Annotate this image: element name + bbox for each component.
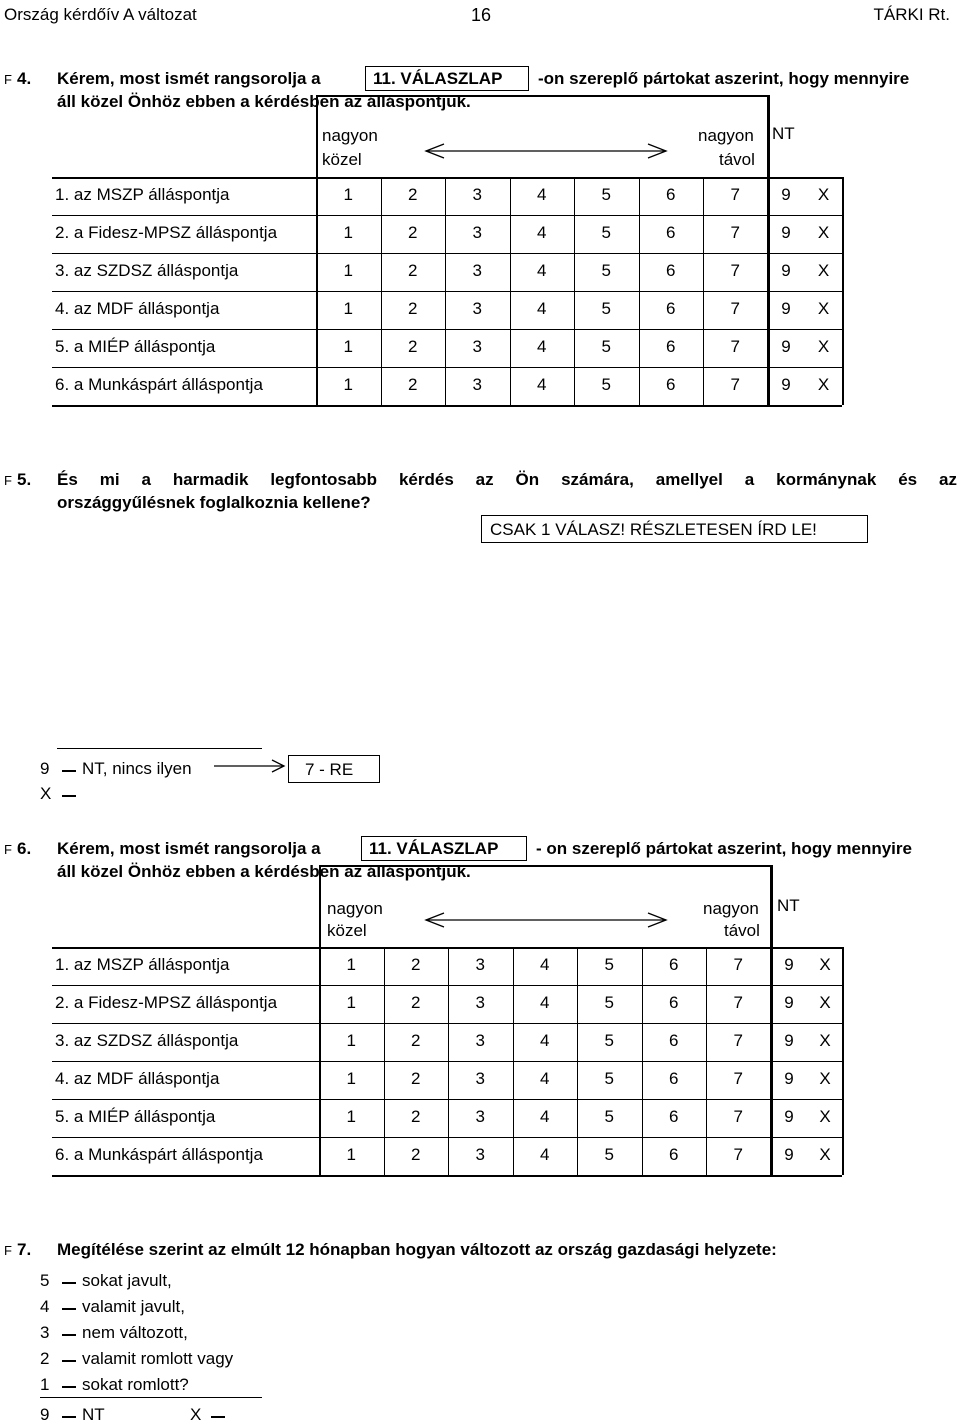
q7-option-code: 2 xyxy=(40,1349,50,1368)
q6-scale-value: 3 xyxy=(475,1031,485,1050)
q4-code-nt: 9 xyxy=(781,299,791,318)
q4-code-x: X xyxy=(817,261,830,280)
q6-scale-value: 4 xyxy=(540,1031,550,1050)
q7-option-dash xyxy=(62,1308,76,1310)
q6-scale-value: 3 xyxy=(475,1145,485,1164)
q6-vrule xyxy=(706,947,707,1175)
q4-scale-value: 2 xyxy=(408,261,418,280)
q5-text-line1: És mi a harmadik legfontosabb kérdés az Ön számára, amellyel a kormánynak és az xyxy=(57,470,957,489)
q4-hrule xyxy=(52,291,842,292)
q4-scale-value: 2 xyxy=(408,299,418,318)
q4-scale-value: 3 xyxy=(472,223,482,242)
q6-text-after: - on szereplő pártokat aszerint, hogy mennyire xyxy=(536,839,912,858)
q6-vrule xyxy=(513,947,514,1175)
q5-codes-rule xyxy=(57,748,262,749)
q6-number: 6. xyxy=(17,839,32,858)
q6-code-nt: 9 xyxy=(784,993,794,1012)
q6-scale-value: 7 xyxy=(733,1145,743,1164)
q6-hrule xyxy=(52,1099,842,1100)
q7-option-dash xyxy=(62,1360,76,1362)
q6-code-nt: 9 xyxy=(784,1069,794,1088)
q4-row-label: 2. a Fidesz-MPSZ álláspontja xyxy=(55,223,278,242)
q4-scale-value: 4 xyxy=(537,185,547,204)
q6-scale-value: 1 xyxy=(346,1031,356,1050)
q4-scale-value: 2 xyxy=(408,185,418,204)
q4-scale-value: 4 xyxy=(537,261,547,280)
q6-row-label: 5. a MIÉP álláspontja xyxy=(55,1107,216,1126)
q6-code-x: X xyxy=(819,1069,831,1088)
q6-scale-value: 7 xyxy=(733,955,743,974)
q4-scale-value: 6 xyxy=(666,223,676,242)
q6-hrule xyxy=(52,1061,842,1062)
q6-hrule xyxy=(52,1175,842,1177)
q4-vrule xyxy=(316,95,318,405)
q6-scale-value: 2 xyxy=(411,993,421,1012)
header-right: TÁRKI Rt. xyxy=(873,5,950,24)
q4-scale-value: 7 xyxy=(730,337,740,356)
q4-label: F xyxy=(4,72,12,87)
q6-scale-value: 3 xyxy=(475,993,485,1012)
q5-code-x: X xyxy=(40,784,52,803)
q6-vrule xyxy=(842,947,844,1175)
q6-scale-value: 1 xyxy=(346,1107,356,1126)
q7-code-x: X xyxy=(190,1405,202,1424)
q4-row-label: 5. a MIÉP álláspontja xyxy=(55,337,216,356)
q6-scale-value: 2 xyxy=(411,955,421,974)
q6-text-before: Kérem, most ismét rangsorolja a xyxy=(57,839,321,858)
q6-card: 11. VÁLASZLAP xyxy=(369,839,499,858)
q5-instruction: CSAK 1 VÁLASZ! RÉSZLETESEN ÍRD LE! xyxy=(490,520,817,539)
q4-scale-value: 4 xyxy=(537,223,547,242)
q4-scale-right-2: távol xyxy=(719,150,755,169)
q4-scale-value: 7 xyxy=(730,375,740,394)
q6-scale-value: 5 xyxy=(604,1107,614,1126)
q7-option-nt: NT xyxy=(82,1405,105,1424)
q6-scale-value: 7 xyxy=(733,1031,743,1050)
q4-scale-value: 6 xyxy=(666,185,676,204)
q7-option-text: sokat romlott? xyxy=(82,1375,189,1394)
q5-option-nt: NT, nincs ilyen xyxy=(82,759,192,778)
q4-scale-value: 2 xyxy=(408,337,418,356)
q4-number: 4. xyxy=(17,69,32,88)
q6-scale-value: 4 xyxy=(540,993,550,1012)
q6-scale-value: 7 xyxy=(733,1107,743,1126)
q4-code-nt: 9 xyxy=(781,375,791,394)
q4-scale-right-1: nagyon xyxy=(698,126,754,145)
q6-row-label: 1. az MSZP álláspontja xyxy=(55,955,230,974)
q4-scale-value: 1 xyxy=(343,337,353,356)
q4-scale-value: 5 xyxy=(601,337,611,356)
q4-scale-value: 2 xyxy=(408,223,418,242)
q4-vrule xyxy=(767,95,769,405)
q6-scale-value: 7 xyxy=(733,993,743,1012)
q6-scale-left-2: közel xyxy=(327,921,367,940)
q6-hrule xyxy=(319,865,770,867)
q6-scale-value: 4 xyxy=(540,1145,550,1164)
q6-scale-value: 4 xyxy=(540,1069,550,1088)
q4-row-label: 6. a Munkáspárt álláspontja xyxy=(55,375,263,394)
q4-scale-value: 7 xyxy=(730,185,740,204)
q7-option-dash xyxy=(62,1386,76,1388)
q6-row-label: 4. az MDF álláspontja xyxy=(55,1069,220,1088)
q5-code-9: 9 xyxy=(40,759,50,778)
q6-code-x: X xyxy=(819,1107,831,1126)
q4-row-label: 3. az SZDSZ álláspontja xyxy=(55,261,239,280)
q4-scale-value: 6 xyxy=(666,337,676,356)
q4-scale-value: 5 xyxy=(601,375,611,394)
q6-vrule xyxy=(770,865,772,1175)
q6-scale-value: 2 xyxy=(411,1069,421,1088)
q4-scale-value: 7 xyxy=(730,299,740,318)
q4-scale-value: 6 xyxy=(666,299,676,318)
q6-nt-header: NT xyxy=(777,896,800,915)
q5-goto-arrow-icon xyxy=(214,760,286,776)
q4-scale-value: 3 xyxy=(472,261,482,280)
q4-scale-value: 1 xyxy=(343,261,353,280)
q6-code-nt: 9 xyxy=(784,1107,794,1126)
q7-option-dash xyxy=(62,1334,76,1336)
q6-vrule xyxy=(319,865,321,1175)
q7-option-text: sokat javult, xyxy=(82,1271,172,1290)
q6-scale-value: 6 xyxy=(669,1145,679,1164)
q6-code-nt: 9 xyxy=(784,1031,794,1050)
q4-row-label: 1. az MSZP álláspontja xyxy=(55,185,230,204)
q4-code-x: X xyxy=(817,185,830,204)
q5-label: F xyxy=(4,473,12,488)
q6-scale-value: 5 xyxy=(604,1145,614,1164)
q4-vrule xyxy=(574,177,575,405)
q6-vrule xyxy=(448,947,449,1175)
q6-code-nt: 9 xyxy=(784,1145,794,1164)
q6-code-x: X xyxy=(819,1145,831,1164)
q4-card: 11. VÁLASZLAP xyxy=(373,69,503,88)
header-left: Ország kérdőív A változat xyxy=(4,5,197,24)
q4-scale-left-2: közel xyxy=(322,150,362,169)
q6-scale-value: 3 xyxy=(475,955,485,974)
q7-dash-9 xyxy=(62,1416,76,1418)
q6-scale-value: 3 xyxy=(475,1107,485,1126)
q4-code-nt: 9 xyxy=(781,185,791,204)
q6-scale-right-1: nagyon xyxy=(703,899,759,918)
q4-vrule xyxy=(842,177,844,405)
q4-scale-value: 6 xyxy=(666,261,676,280)
q6-scale-value: 1 xyxy=(346,1069,356,1088)
q6-row-label: 3. az SZDSZ álláspontja xyxy=(55,1031,239,1050)
q6-scale-value: 2 xyxy=(411,1107,421,1126)
q4-code-nt: 9 xyxy=(781,337,791,356)
q6-scale-value: 6 xyxy=(669,955,679,974)
q4-code-x: X xyxy=(817,375,830,394)
q4-vrule xyxy=(445,177,446,405)
q6-hrule xyxy=(52,985,842,986)
q6-scale-value: 1 xyxy=(346,993,356,1012)
q6-hrule xyxy=(52,1137,842,1138)
q6-vrule xyxy=(577,947,578,1175)
q6-vrule xyxy=(642,947,643,1175)
q6-row-label: 2. a Fidesz-MPSZ álláspontja xyxy=(55,993,278,1012)
q4-scale-value: 1 xyxy=(343,299,353,318)
q6-scale-value: 1 xyxy=(346,1145,356,1164)
q5-number: 5. xyxy=(17,470,32,489)
q4-scale-value: 2 xyxy=(408,375,418,394)
q4-text-line2: áll közel Önhöz ebben a kérdésben az álláspontjuk. xyxy=(57,92,471,111)
q6-vrule xyxy=(384,947,385,1175)
q4-hrule xyxy=(52,405,842,407)
q6-scale-value: 6 xyxy=(669,1107,679,1126)
q4-scale-value: 6 xyxy=(666,375,676,394)
q4-code-nt: 9 xyxy=(781,223,791,242)
q6-scale-right-2: távol xyxy=(724,921,760,940)
q4-scale-value: 4 xyxy=(537,299,547,318)
q5-text-line2: országgyűlésnek foglalkoznia kellene? xyxy=(57,493,371,512)
q6-code-x: X xyxy=(819,955,831,974)
q4-scale-value: 5 xyxy=(601,223,611,242)
q4-scale-left-1: nagyon xyxy=(322,126,378,145)
q6-scale-value: 2 xyxy=(411,1145,421,1164)
q4-hrule xyxy=(52,177,842,179)
q5-dash-9 xyxy=(62,770,76,772)
page-number: 16 xyxy=(471,5,492,25)
q4-code-nt: 9 xyxy=(781,261,791,280)
q6-scale-value: 4 xyxy=(540,955,550,974)
q4-vrule xyxy=(703,177,704,405)
q6-scale-value: 2 xyxy=(411,1031,421,1050)
q6-scale-value: 6 xyxy=(669,993,679,1012)
q4-scale-value: 5 xyxy=(601,261,611,280)
q4-scale-value: 3 xyxy=(472,337,482,356)
q4-scale-value: 5 xyxy=(601,299,611,318)
q6-scale-arrow-icon xyxy=(424,912,668,928)
q4-scale-value: 3 xyxy=(472,299,482,318)
q7-number: 7. xyxy=(17,1240,32,1259)
q4-scale-value: 1 xyxy=(343,185,353,204)
q7-option-code: 5 xyxy=(40,1271,50,1290)
q4-code-x: X xyxy=(817,299,830,318)
q6-scale-left-1: nagyon xyxy=(327,899,383,918)
q7-option-text: valamit javult, xyxy=(82,1297,185,1316)
q5-dash-x xyxy=(62,795,76,797)
q4-vrule xyxy=(639,177,640,405)
q7-option-code: 1 xyxy=(40,1375,50,1394)
q4-code-x: X xyxy=(817,223,830,242)
q4-scale-value: 7 xyxy=(730,223,740,242)
q4-nt-header: NT xyxy=(772,124,795,143)
q4-code-x: X xyxy=(817,337,830,356)
q4-text-after: -on szereplő pártokat aszerint, hogy mennyire xyxy=(538,69,910,88)
q5-goto: 7 - RE xyxy=(305,760,354,779)
q6-hrule xyxy=(52,947,842,949)
q6-code-x: X xyxy=(819,1031,831,1050)
q7-option-code: 3 xyxy=(40,1323,50,1342)
q4-scale-arrow-icon xyxy=(424,143,668,159)
q6-scale-value: 5 xyxy=(604,955,614,974)
q4-hrule xyxy=(316,95,767,97)
q7-label: F xyxy=(4,1243,12,1258)
q6-scale-value: 6 xyxy=(669,1031,679,1050)
q6-scale-value: 5 xyxy=(604,1031,614,1050)
q7-code-9: 9 xyxy=(40,1405,50,1424)
q6-code-x: X xyxy=(819,993,831,1012)
q6-scale-value: 6 xyxy=(669,1069,679,1088)
q6-scale-value: 5 xyxy=(604,1069,614,1088)
q4-vrule xyxy=(381,177,382,405)
q6-scale-value: 3 xyxy=(475,1069,485,1088)
q6-row-label: 6. a Munkáspárt álláspontja xyxy=(55,1145,263,1164)
q4-scale-value: 7 xyxy=(730,261,740,280)
q4-scale-value: 1 xyxy=(343,375,353,394)
q7-option-dash xyxy=(62,1282,76,1284)
q4-row-label: 4. az MDF álláspontja xyxy=(55,299,220,318)
q6-scale-value: 4 xyxy=(540,1107,550,1126)
q7-codes-rule xyxy=(40,1397,262,1398)
q4-text-before: Kérem, most ismét rangsorolja a xyxy=(57,69,321,88)
q7-option-text: nem változott, xyxy=(82,1323,188,1342)
q6-text-line2: áll közel Önhöz ebben a kérdésben az álláspontjuk. xyxy=(57,862,471,881)
q4-hrule xyxy=(52,215,842,216)
q7-dash-x xyxy=(211,1416,225,1418)
q4-scale-value: 3 xyxy=(472,375,482,394)
q7-option-code: 4 xyxy=(40,1297,50,1316)
q6-label: F xyxy=(4,842,12,857)
q4-scale-value: 1 xyxy=(343,223,353,242)
q7-text: Megítélése szerint az elmúlt 12 hónapban hogyan változott az ország gazdasági helyzete: xyxy=(57,1240,777,1259)
q4-scale-value: 3 xyxy=(472,185,482,204)
q4-scale-value: 4 xyxy=(537,337,547,356)
q4-hrule xyxy=(52,329,842,330)
q7-option-text: valamit romlott vagy xyxy=(82,1349,234,1368)
q6-hrule xyxy=(52,1023,842,1024)
q6-scale-value: 1 xyxy=(346,955,356,974)
q4-hrule xyxy=(52,253,842,254)
q4-vrule xyxy=(510,177,511,405)
q4-scale-value: 5 xyxy=(601,185,611,204)
q6-code-nt: 9 xyxy=(784,955,794,974)
q4-hrule xyxy=(52,367,842,368)
q6-scale-value: 7 xyxy=(733,1069,743,1088)
q6-scale-value: 5 xyxy=(604,993,614,1012)
q4-scale-value: 4 xyxy=(537,375,547,394)
